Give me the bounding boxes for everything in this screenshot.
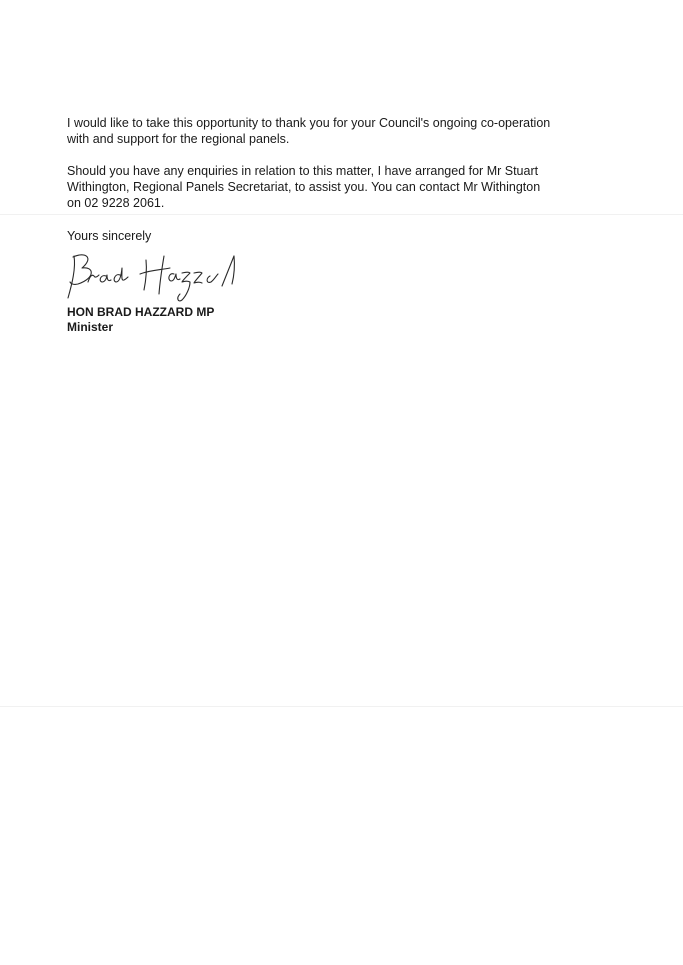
handwritten-signature	[64, 248, 240, 306]
scan-fold-line	[0, 214, 683, 215]
closing-salutation: Yours sincerely	[67, 229, 152, 243]
signatory-title: Minister	[67, 320, 114, 334]
scan-fold-line	[0, 706, 683, 707]
body-paragraph-enquiries: Should you have any enquiries in relation to this matter, I have arranged for Mr Stuart Withington, Regional Panels Secretariat, to assist you. You can contact Mr Withington on 02 9228 2061.	[67, 164, 541, 210]
body-paragraph-thanks: I would like to take this opportunity to thank you for your Council's ongoing co-operation with and support for the regional panels.	[67, 116, 551, 146]
signatory-name: HON BRAD HAZZARD MP	[67, 305, 215, 319]
